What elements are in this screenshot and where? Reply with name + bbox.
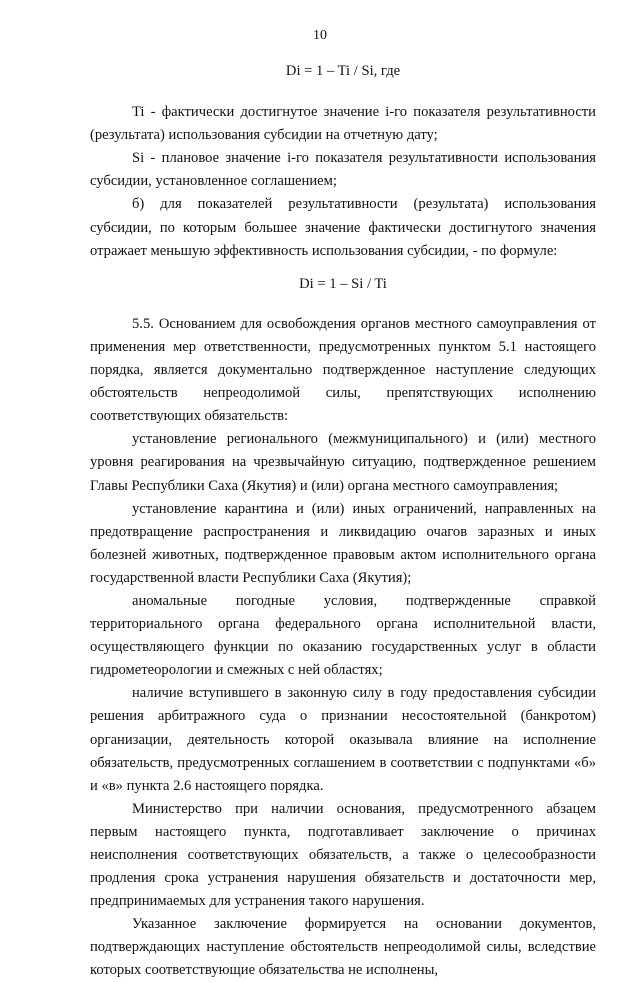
paragraph-emergency: установление регионального (межмуниципального) и (или) местного уровня реагирования на чрезвычайную ситуацию, подтвержденное решением Главы Республики Саха (Якутия) и (или) органа местного самоуправления;: [90, 431, 596, 494]
paragraph-bankruptcy: наличие вступившего в законную силу в году предоставления субсидии решения арбитражного суда о признании несостоятельной (банкротом) организации, деятельность которой оказывала влияние на исполнение обязательств, предусмотренных соглашением в соответствии с подпунктами «б» и «в» пункта 2.6 настоящего порядка.: [90, 685, 596, 794]
paragraph-ti-definition: Ti - фактически достигнутое значение i-го показателя результативности (результата) использования субсидии на отчетную дату;: [90, 104, 596, 144]
formula-di-ti-si: Di = 1 – Ti / Si, где: [285, 63, 401, 79]
paragraph-5-5: 5.5. Основанием для освобождения органов местного самоуправления от применения мер ответственности, предусмотренных пунктом 5.1 настоящего порядка, является документально подтвержденное наступление следующих обстоятельств непреодолимой силы, препятствующих исполнению соответствующих обязательств:: [90, 315, 596, 425]
document-body: [90, 60, 596, 983]
paragraph-ministry: Министерство при наличии основания, предусмотренного абзацем первым настоящего пункта, подготавливает заключение о причинах неисполнения соответствующих обязательств, а также о целесообразности продления срока устранения нарушения обязательств и достаточности мер, предпринимаемых для устранения такого нарушения.: [90, 800, 596, 910]
formula-di-si-ti: Di = 1 – Si / Ti: [299, 275, 387, 292]
paragraph-weather: аномальные погодные условия, подтвержденные справкой территориального органа федерального органа исполнительной власти, осуществляющего функции по оказанию государственных услуг в области гидрометеорологии и смежных с ней областях;: [90, 592, 596, 679]
paragraph-quarantine: установление карантина и (или) иных ограничений, направленных на предотвращение распространения и ликвидацию очагов заразных и иных болезней животных, подтвержденное правовым актом исполнительного органа государственной власти Республики Саха (Якутия);: [90, 500, 596, 586]
page-number: 10: [313, 28, 327, 43]
paragraph-conclusion: Указанное заключение формируется на основании документов, подтверждающих наступление обстоятельств непреодолимой силы, вследствие которых соответствующие обязательства не исполнены,: [90, 916, 596, 979]
paragraph-si-definition: Si - плановое значение i-го показателя результативности использования субсидии, установленное соглашением;: [90, 150, 596, 190]
paragraph-item-b: б) для показателей результативности (результата) использования субсидии, по которым большее значение фактически достигнутого значения отражает меньшую эффективность использования субсидии, - по формуле:: [90, 196, 596, 259]
